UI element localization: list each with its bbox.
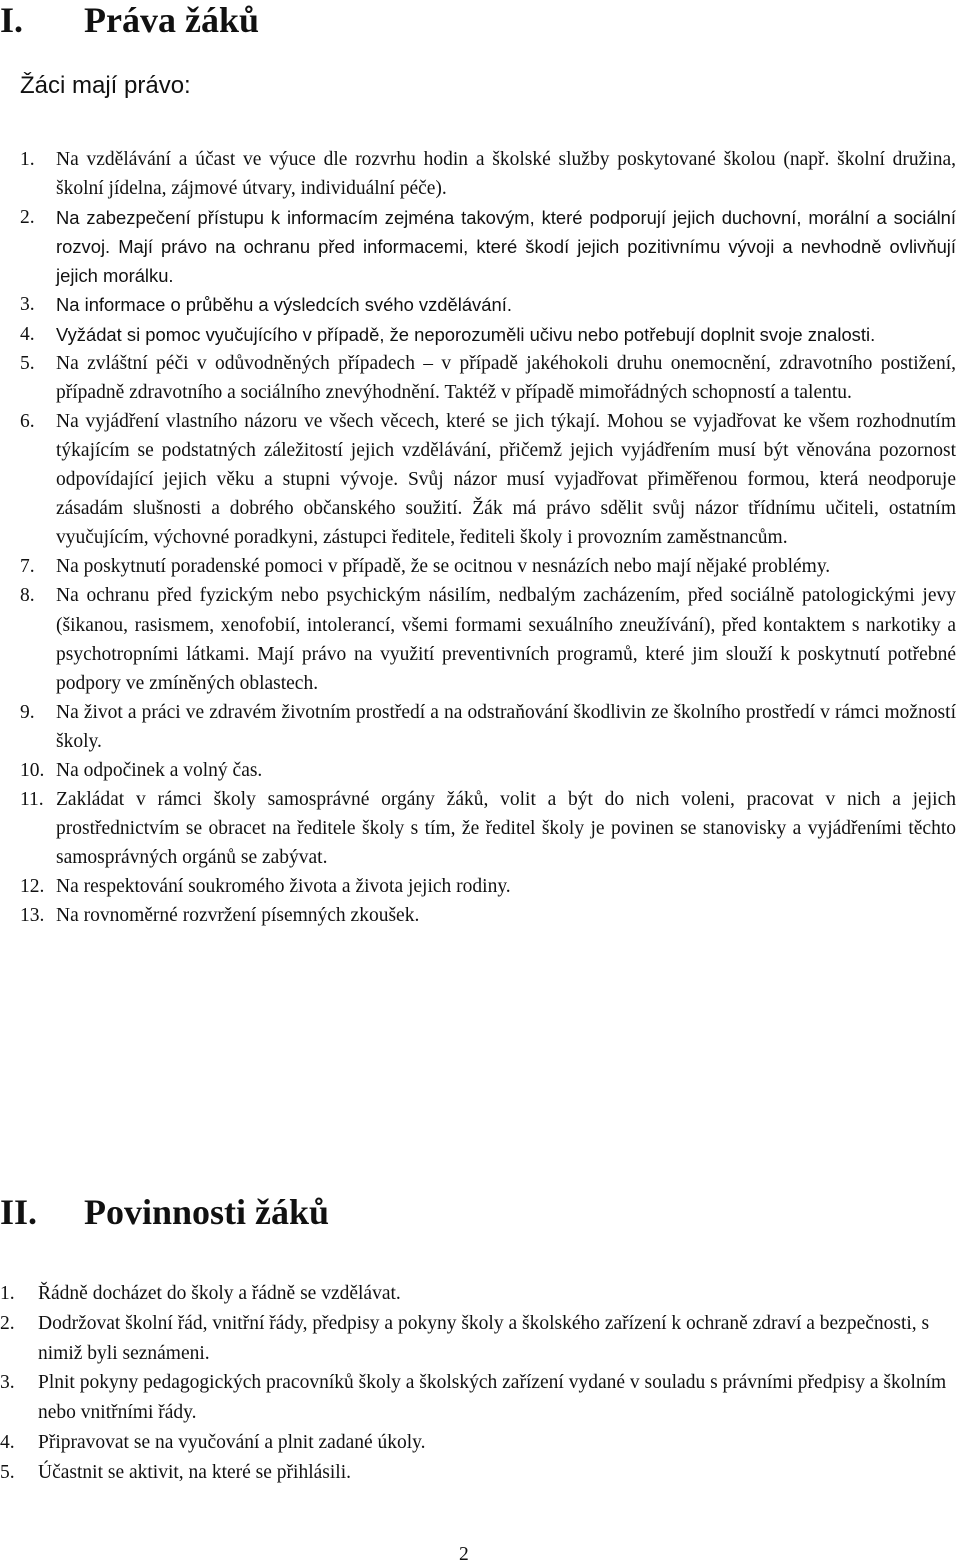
section-2-number: II. xyxy=(0,1192,38,1232)
list-item xyxy=(0,581,956,697)
list-item xyxy=(0,756,956,785)
list-item-number: 13. xyxy=(20,905,45,927)
list-item-text: Na respektování soukromého života a života jejich rodiny. xyxy=(56,876,511,898)
section-2-heading xyxy=(0,1192,329,1232)
list-item xyxy=(0,872,956,901)
list-item-text: Na informace o průběhu a výsledcích svého vzdělávání. xyxy=(56,294,512,316)
list-item-text: Na zvláštní péči v odůvodněných případech – v případě jakéhokoli druhu onemocnění, zdravotního postižení, případně zdravotního a sociálního znevýhodnění. Taktéž v případě mimořádných schopností a talentu. xyxy=(56,352,956,403)
section-2-title: Povinnosti žáků xyxy=(84,1192,330,1232)
list-item-text: Na odpočinek a volný čas. xyxy=(56,759,263,781)
list-item-text: Zakládat v rámci školy samosprávné orgány žáků, volit a být do nich voleni, pracovat v nich a jejich prostřednictvím se obracet na ředitele školy s tím, že ředitel školy je povinen se stanovisky a vyjádřeními těchto samosprávných orgánů se zabývat. xyxy=(56,789,956,869)
section-1-heading xyxy=(0,0,259,40)
list-item-number: 11. xyxy=(20,789,44,811)
list-item-number: 2. xyxy=(0,1312,15,1334)
list-item-text: Na vyjádření vlastního názoru ve všech věcech, které se jich týkají. Mohou se vyjadřovat ke všem rozhodnutím týkajícím se podstatných záležitostí jejich vzdělávání, přičemž jejich vyjádřením musí být věnována pozornost odpovídající jejich věku a stupni vývoje. Svůj názor musí vyjadřovat přiměřenou formou, která neodporuje zásadám slušnosti a dobrého občanského soužití. Žák má právo sdělit svůj názor třídnímu učiteli, ostatním vyučujícím, výchovné poradkyni, zástupci ředitele, řediteli školy i provozním zaměstnancům. xyxy=(56,410,956,549)
list-item-number: 6. xyxy=(20,410,35,432)
list-item-number: 9. xyxy=(20,701,35,723)
list-item-number: 10. xyxy=(20,759,45,781)
section-1-title: Práva žáků xyxy=(84,0,259,40)
list-item-number: 7. xyxy=(20,556,35,578)
list-item xyxy=(0,785,956,872)
rights-list xyxy=(0,145,956,931)
list-item xyxy=(0,698,956,756)
list-item xyxy=(0,349,956,407)
list-item-text: Na zabezpečení přístupu k informacím zejména takovým, které podporují jejich duchovní, morální a sociální rozvoj. xyxy=(56,207,956,258)
list-item-text: Na rovnoměrné rozvržení písemných zkoušek. xyxy=(56,905,420,927)
list-item xyxy=(0,1458,950,1488)
list-item xyxy=(0,407,956,552)
list-item-text: Připravovat se na vyučování a plnit zadané úkoly. xyxy=(38,1431,426,1453)
list-item-number: 12. xyxy=(20,876,45,898)
list-item-number: 1. xyxy=(0,1283,15,1304)
list-item xyxy=(0,145,956,203)
list-item-text: Vyžádat si pomoc vyučujícího v případě, že neporozuměli učivu nebo potřebují doplnit svoje znalosti. xyxy=(56,323,876,345)
list-item-number: 3. xyxy=(0,1372,15,1394)
list-item xyxy=(0,1428,950,1458)
section-1-number: I. xyxy=(0,0,24,40)
list-item-text: Na vzdělávání a účast ve výuce dle rozvrhu hodin a školské služby poskytované školou (např. školní družina, školní jídelna, zájmové útvary, individuální péče). xyxy=(56,149,956,200)
list-item xyxy=(0,290,956,319)
list-item-number: 4. xyxy=(0,1431,15,1453)
list-item-text: Plnit pokyny pedagogických pracovníků školy a školských zařízení vydané v souladu s právními předpisy a školním nebo vnitřními řády. xyxy=(38,1372,947,1424)
list-item-number: 1. xyxy=(20,149,35,170)
list-item xyxy=(0,1368,950,1428)
list-item-number: 5. xyxy=(0,1461,15,1483)
list-item xyxy=(0,1309,950,1369)
list-item xyxy=(0,1279,950,1309)
section-1-intro: Žáci mají právo: xyxy=(20,72,191,99)
list-item xyxy=(0,552,956,581)
list-item-number: 2. xyxy=(20,207,35,229)
list-item-number: 4. xyxy=(20,323,35,345)
list-item-text: Na poskytnutí poradenské pomoci v případě, že se ocitnou v nesnázích nebo mají nějaké problémy. xyxy=(56,556,831,578)
list-item xyxy=(0,203,956,290)
list-item-text: Řádně docházet do školy a řádně se vzdělávat. xyxy=(38,1283,401,1304)
list-item xyxy=(0,320,956,349)
list-item-number: 3. xyxy=(20,294,35,316)
list-item-text: Na ochranu před fyzickým nebo psychickým násilím, nedbalým zacházením, před sociálně patologickými jevy (šikanou, rasismem, xenofobií, intolerancí, všemi formami sexuálního zneužívání), před kontaktem s narkotiky a psychotropními látkami. Mají právo na využití preventivních programů, které jim slouží k poskytnutí potřebné podpory ve zmíněných oblastech. xyxy=(56,585,956,694)
page-number: 2 xyxy=(459,1544,469,1565)
list-item-text: Dodržovat školní řád, vnitřní řády, předpisy a pokyny školy a školského zařízení k ochraně zdraví a bezpečnosti, s nimiž byli seznámeni. xyxy=(38,1312,930,1364)
list-item-text: Účastnit se aktivit, na které se přihlásili. xyxy=(38,1461,351,1483)
list-item xyxy=(0,901,956,930)
duties-list xyxy=(0,1279,950,1488)
list-item-number: 8. xyxy=(20,585,35,607)
list-item-text-continued: Mají právo na ochranu před informacemi, které škodí jejich pozitivnímu vývoji a nevhodně ovlivňují jejich morálku. xyxy=(56,236,956,287)
list-item-number: 5. xyxy=(20,352,35,374)
list-item-text: Na život a práci ve zdravém životním prostředí a na odstraňování škodlivin ze školního prostředí v rámci možností školy. xyxy=(56,701,956,752)
